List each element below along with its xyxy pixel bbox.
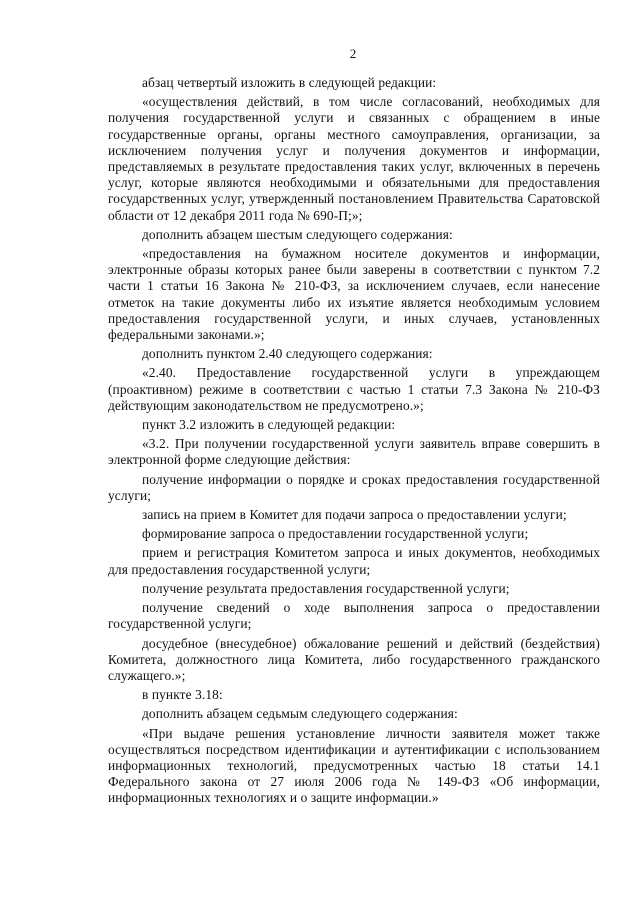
- paragraph-10: запись на прием в Комитет для подачи запроса о предоставлении услуги;: [142, 507, 567, 523]
- paragraph-4: «предоставления на бумажном носителе документов и информации, электронные образы которых ранее были заверены в соответствии с пунктом 7.2 части 1 статьи 16 Закона № 210-ФЗ, за исключением случаев, если нанесение отметок на такие документы либо их изъятие является необходимым условием предоставления государственной услуги, и иных случаев, установленных федеральными законами.»;: [108, 246, 600, 343]
- paragraph-14: получение сведений о ходе выполнения запроса о предоставлении государственной услуги;: [108, 600, 600, 632]
- paragraph-11: формирование запроса о предоставлении государственной услуги;: [142, 526, 529, 542]
- paragraph-6: «2.40. Предоставление государственной услуги в упреждающем (проактивном) режиме в соответствии с частью 1 статьи 7.3 Закона № 210-ФЗ действующим законодательством не предусмотрено.»;: [108, 365, 600, 413]
- paragraph-13: получение результата предоставления государственной услуги;: [142, 580, 510, 596]
- paragraph-17: дополнить абзацем седьмым следующего содержания:: [142, 706, 458, 722]
- paragraph-8: «3.2. При получении государственной услуги заявитель вправе совершить в электронной форме следующие действия:: [108, 436, 600, 468]
- paragraph-2: «осуществления действий, в том числе согласований, необходимых для получения государственной услуги и связанных с обращением в иные государственные органы, органы местного самоуправления, организации, за исключением получения услуг и получения документов и информации, представляемых в результате предоставления таких услуг, включенных в перечень услуг, которые являются необходимыми и обязательными для предоставления государственных услуг, утвержденный постановлением Правительства Саратовской области от 12 декабря 2011 года № 690-П;»;: [108, 94, 600, 223]
- page-number: 2: [349, 46, 357, 61]
- paragraph-1: абзац четвертый изложить в следующей редакции:: [142, 75, 437, 90]
- paragraph-12: прием и регистрация Комитетом запроса и иных документов, необходимых для предоставления государственной услуги;: [108, 545, 600, 577]
- paragraph-18: «При выдаче решения установление личности заявителя может также осуществляться посредством идентификации и аутентификации с использованием информационных технологий, предусмотренных частью 18 статьи 14.1 Федерального закона от 27 июля 2006 года № 149-ФЗ «Об информации, информационных технологиях и о защите информации.»: [108, 725, 600, 806]
- paragraph-5: дополнить пунктом 2.40 следующего содержания:: [142, 346, 433, 362]
- paragraph-16: в пункте 3.18:: [142, 687, 223, 703]
- paragraph-9: получение информации о порядке и сроках предоставления государственной услуги;: [108, 471, 600, 503]
- paragraph-7: пункт 3.2 изложить в следующей редакции:: [142, 417, 396, 433]
- paragraph-15: досудебное (внесудебное) обжалование решений и действий (бездействия) Комитета, должностного лица Комитета, либо государственного гражданского служащего.»;: [108, 635, 600, 683]
- paragraph-3: дополнить абзацем шестым следующего содержания:: [142, 226, 453, 242]
